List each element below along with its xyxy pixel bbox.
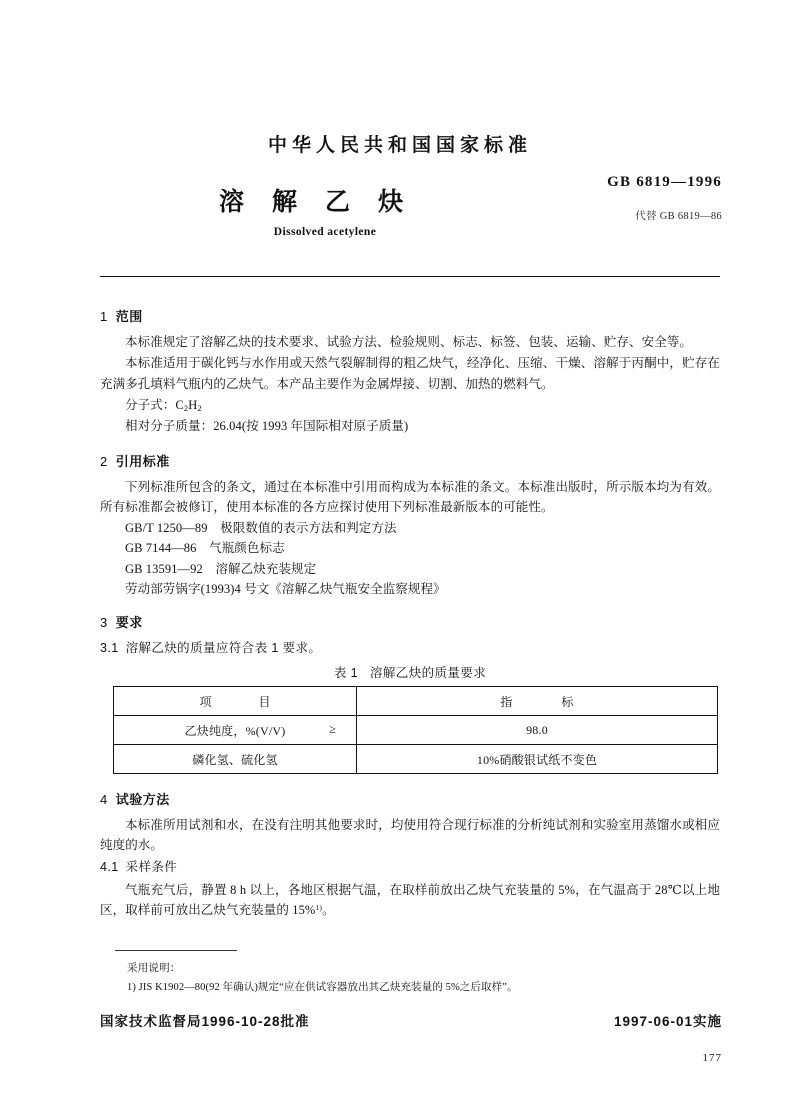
table-header-item — [114, 687, 357, 716]
table-row — [114, 745, 718, 774]
subsection-number-3-1: 3.1 — [100, 641, 119, 656]
table-caption — [100, 663, 720, 681]
header-divider — [100, 276, 720, 277]
section-title-2: 引用标准 — [115, 453, 170, 469]
table-caption-number: 表 1 — [333, 666, 358, 681]
section-title-3: 要求 — [115, 615, 143, 631]
footnote-divider — [115, 950, 237, 951]
national-standard-heading: 中华人民共和国国家标准 — [267, 135, 532, 156]
subsection-title-4-1: 采样条件 — [125, 859, 178, 874]
reference-item: GB 13591—92 溶解乙炔充装规定 — [125, 561, 317, 576]
sampling-conditions-text: 气瓶充气后，静置 8 h 以上，各地区根据气温，在取样前放出乙炔气充装量的 5%，在气温高于 28℃以上地区，取样前可放出乙炔气充装量的 15% — [100, 882, 720, 917]
subsection-number-4-1: 4.1 — [100, 859, 119, 874]
footnote-item: 1) JIS K1902—80(92 年确认)规定“应在供试容器放出其乙炔充装量的 5%之后取样”。 — [127, 982, 518, 993]
table-cell-item-label: 乙炔纯度，%(V/V) — [184, 723, 286, 738]
reference-item: 劳动部劳锅字(1993)4 号文《溶解乙炔气瓶安全监察规程》 — [125, 581, 446, 596]
table-cell-item — [114, 716, 357, 745]
section-heading-test-methods — [100, 789, 720, 808]
test-methods-paragraph: 本标准所用试剂和水，在没有注明其他要求时，均使用符合现行标准的分析纯试剂和实验室用蒸馏水或相应纯度的水。 — [100, 818, 720, 853]
subsection-text-3-1: 溶解乙炔的质量应符合表 1 要求。 — [125, 641, 322, 656]
table-header-spec: 指 标 — [357, 687, 718, 716]
table-cell-item-label: 磷化氢、硫化氢 — [192, 752, 278, 767]
table-row — [114, 716, 718, 745]
section-title-4: 试验方法 — [115, 792, 170, 808]
table-caption-text: 溶解乙炔的质量要求 — [370, 666, 487, 681]
standard-replaces-note: 代替 GB 6819—86 — [635, 211, 722, 222]
table-cell-value: 98.0 — [357, 716, 718, 745]
sampling-conditions-period: 。 — [322, 902, 335, 917]
molecular-formula-h-sub: 2 — [197, 402, 202, 413]
page-title: 溶解乙炔 — [218, 188, 431, 216]
section-heading-references — [100, 451, 720, 470]
greater-equal-icon: ≥ — [329, 721, 336, 736]
molecular-formula-label: 分子式： — [125, 397, 176, 412]
table-cell-value: 10%硝酸银试纸不变色 — [357, 745, 718, 774]
table-cell-item-inner — [118, 722, 352, 739]
footnote-title: 采用说明： — [127, 963, 181, 974]
section-number-1: 1 — [100, 309, 108, 324]
implementation-date: 1997-06-01实施 — [613, 1014, 722, 1029]
document-body — [100, 306, 720, 921]
sampling-conditions-paragraph — [100, 880, 720, 921]
section-number-2: 2 — [100, 453, 108, 469]
scope-paragraph-2: 本标准适用于碳化钙与水作用或天然气裂解制得的粗乙炔气，经净化、压缩、干燥、溶解于丙酮中，贮存在充满多孔填料气瓶内的乙炔气。本产品主要作为金属焊接、切割、加热的燃料气。 — [100, 356, 720, 391]
table-header-item-label: 项 目 — [199, 694, 293, 709]
footnote-block — [115, 960, 720, 995]
scope-paragraph-1: 本标准规定了溶解乙炔的技术要求、试验方法、检验规则、标志、标签、包装、运输、贮存、安全等。 — [125, 335, 693, 349]
molecular-formula-line — [100, 395, 720, 416]
reference-item: GB/T 1250—89 极限数值的表示方法和判定方法 — [125, 521, 397, 536]
section-heading-requirements — [100, 612, 720, 631]
subsection-heading-4-1 — [100, 857, 720, 875]
page-title-english: Dissolved acetylene — [273, 226, 377, 238]
reference-item: GB 7144—86 气瓶颜色标志 — [125, 541, 285, 556]
molecular-formula-h: H — [188, 397, 198, 412]
molecular-formula-c-sub: 2 — [183, 402, 189, 413]
section-title-1: 范围 — [115, 309, 143, 324]
molecular-formula-c: C — [175, 397, 184, 412]
table-cell-item-inner — [118, 751, 352, 768]
quality-requirements-table — [113, 686, 718, 774]
table-cell-item — [114, 745, 357, 774]
section-number-4: 4 — [100, 792, 108, 808]
subsection-heading-3-1 — [100, 638, 720, 656]
footnote-marker: 1) — [315, 903, 323, 912]
table-header-row — [114, 687, 718, 716]
section-number-3: 3 — [100, 615, 108, 631]
standard-number: GB 6819—1996 — [607, 174, 722, 190]
section-heading-scope — [100, 306, 720, 325]
approval-statement: 国家技术监督局1996-10-28批准 — [100, 1014, 310, 1029]
page-number: 177 — [702, 1052, 722, 1064]
relative-molecular-mass-line: 相对分子质量：26.04(按 1993 年国际相对原子质量) — [125, 419, 409, 434]
references-paragraph: 下列标准所包含的条文，通过在本标准中引用而构成为本标准的条文。本标准出版时，所示版本均为有效。所有标准都会被修订，使用本标准的各方应探讨使用下列标准最新版本的可能性。 — [100, 479, 720, 514]
